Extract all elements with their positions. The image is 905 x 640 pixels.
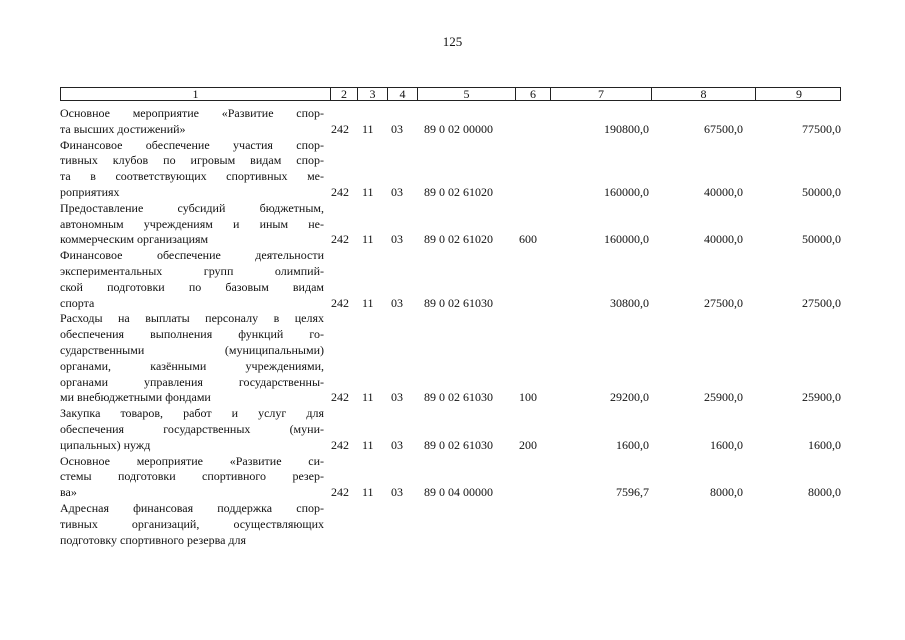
amount-col-9: 50000,0: [802, 232, 841, 247]
description-line: Основное мероприятие «Развитие спор-: [60, 106, 324, 120]
header-col-8: 8: [651, 88, 755, 100]
description-line: ва»: [60, 485, 77, 500]
header-col-1: 1: [192, 87, 199, 101]
subsection-code: 03: [391, 121, 403, 136]
target-article-code: 89 0 04 00000: [424, 485, 493, 500]
description-line: та высших достижений»: [60, 121, 186, 136]
row-values: [60, 390, 850, 406]
target-article-code: 89 0 02 00000: [424, 121, 493, 136]
rzdel-code: 242: [331, 485, 349, 500]
header-col-7: 7: [550, 88, 651, 100]
subsection-code: 03: [391, 232, 403, 247]
amount-col-7: 160000,0: [604, 184, 649, 199]
description-line: спорта: [60, 295, 95, 310]
amount-col-8: 40000,0: [704, 232, 743, 247]
description-line: Закупка товаров, работ и услуг для: [60, 406, 324, 421]
description-line: Основное мероприятие «Развитие си-: [60, 453, 324, 468]
rzdel-code: 242: [331, 184, 349, 199]
subsection-code: 03: [391, 390, 403, 405]
table-row: [60, 454, 850, 501]
description-line: Предоставление субсидий бюджетным,: [60, 200, 324, 215]
amount-col-9: 8000,0: [808, 485, 841, 500]
amount-col-9: 27500,0: [802, 295, 841, 310]
amount-col-9: 1600,0: [808, 437, 841, 452]
description-line: автономным учреждениям и иным не-: [60, 216, 324, 231]
description-line: та в соответствующих спортивных ме-: [60, 169, 324, 184]
rzdel-code: 242: [331, 121, 349, 136]
table-row: [60, 201, 850, 248]
section-code: 11: [362, 437, 374, 452]
rzdel-code: 242: [331, 437, 349, 452]
subsection-code: 03: [391, 184, 403, 199]
amount-col-7: 190800,0: [604, 121, 649, 136]
target-article-code: 89 0 02 61030: [424, 390, 493, 405]
table-row: [60, 138, 850, 201]
rzdel-code: 242: [331, 390, 349, 405]
target-article-code: 89 0 02 61030: [424, 437, 493, 452]
amount-col-8: 8000,0: [710, 485, 743, 500]
amount-col-9: 50000,0: [802, 184, 841, 199]
description-line: обеспечения государственных (муни-: [60, 421, 324, 436]
header-col-5: 5: [417, 88, 515, 100]
section-code: 11: [362, 390, 374, 405]
target-article-code: 89 0 02 61030: [424, 295, 493, 310]
amount-col-9: 25900,0: [802, 390, 841, 405]
subsection-code: 03: [391, 295, 403, 310]
rzdel-code: 242: [331, 295, 349, 310]
subsection-code: 03: [391, 437, 403, 452]
description-line: органами, казёнными учреждениями,: [60, 358, 324, 373]
header-col-2: 2: [330, 88, 357, 100]
header-col-4: 4: [387, 88, 417, 100]
target-article-code: 89 0 02 61020: [424, 184, 493, 199]
description-line: ми внебюджетными фондами: [60, 390, 211, 405]
budget-table-body: [60, 106, 850, 548]
amount-col-7: 30800,0: [610, 295, 649, 310]
description-line: коммерческим организациям: [60, 232, 209, 247]
target-article-code: 89 0 02 61020: [424, 232, 493, 247]
description-line: ципальных) нужд: [60, 437, 151, 452]
table-row: [60, 106, 850, 138]
description-line: Адресная финансовая поддержка спор-: [60, 500, 324, 515]
description-line: Расходы на выплаты персоналу в целях: [60, 311, 324, 326]
description-line: роприятиях: [60, 184, 120, 199]
amount-col-8: 1600,0: [710, 437, 743, 452]
description-line: тивных клубов по игровым видам спор-: [60, 153, 324, 168]
description-line: сударственными (муниципальными): [60, 342, 324, 357]
table-row: [60, 248, 850, 311]
section-code: 11: [362, 232, 374, 247]
amount-col-9: 77500,0: [802, 121, 841, 136]
header-col-3: 3: [357, 88, 387, 100]
row-values: [60, 485, 850, 501]
header-col-9: 9: [755, 88, 842, 100]
table-row: [60, 406, 850, 453]
amount-col-7: 29200,0: [610, 390, 649, 405]
amount-col-7: 7596,7: [616, 485, 649, 500]
amount-col-8: 27500,0: [704, 295, 743, 310]
expense-type-code: 600: [519, 232, 537, 247]
description-line: органами управления государственны-: [60, 374, 324, 389]
expense-type-code: 200: [519, 437, 537, 452]
amount-col-7: 160000,0: [604, 232, 649, 247]
page-number: 125: [442, 34, 463, 49]
rzdel-code: 242: [331, 232, 349, 247]
description-line: тивных организаций, осуществляющих: [60, 516, 324, 531]
row-values: [60, 296, 850, 312]
table-header: [60, 87, 841, 101]
amount-col-8: 67500,0: [704, 121, 743, 136]
row-values: [60, 122, 850, 138]
section-code: 11: [362, 184, 374, 199]
description-line: обеспечения выполнения функций го-: [60, 327, 324, 342]
section-code: 11: [362, 485, 374, 500]
description-line: подготовку спортивного резерва для: [60, 532, 247, 547]
expense-type-code: 100: [519, 390, 537, 405]
row-values: [60, 232, 850, 248]
section-code: 11: [362, 295, 374, 310]
subsection-code: 03: [391, 485, 403, 500]
row-values: [60, 185, 850, 201]
amount-col-8: 25900,0: [704, 390, 743, 405]
table-row: [60, 311, 850, 406]
description-line: Финансовое обеспечение деятельности: [60, 248, 324, 263]
description-line: ской подготовки по базовым видам: [60, 279, 324, 294]
description-line: экспериментальных групп олимпий-: [60, 263, 324, 278]
description-line: стемы подготовки спортивного резер-: [60, 469, 324, 484]
amount-col-8: 40000,0: [704, 184, 743, 199]
row-values: [60, 533, 850, 549]
section-code: 11: [362, 121, 374, 136]
description-line: Финансовое обеспечение участия спор-: [60, 137, 324, 152]
table-row: [60, 501, 850, 548]
amount-col-7: 1600,0: [616, 437, 649, 452]
header-col-6: 6: [515, 88, 550, 100]
row-values: [60, 438, 850, 454]
